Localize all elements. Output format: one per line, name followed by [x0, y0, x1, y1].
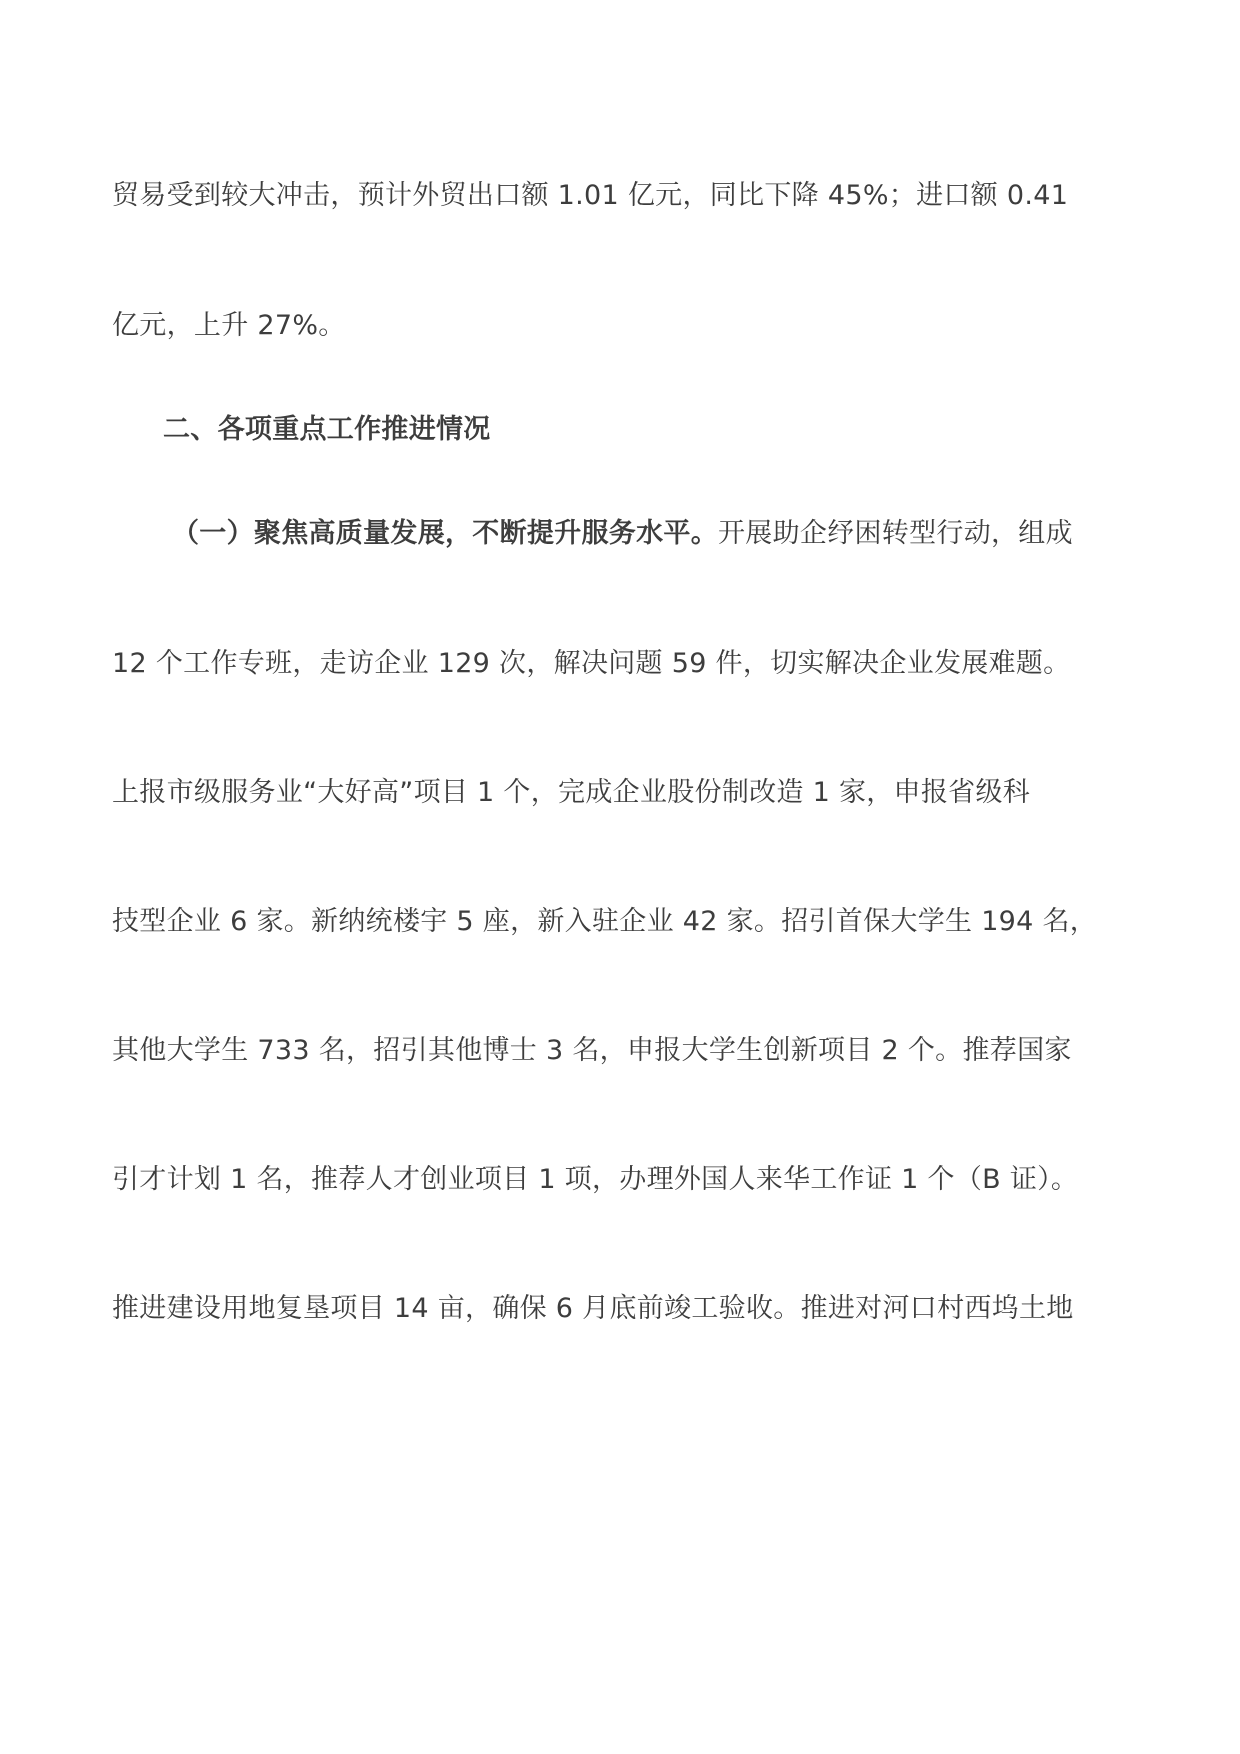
paragraph-line-8: 推进建设用地复垦项目 14 亩，确保 6 月底前竣工验收。推进对河口村西坞土地 [112, 1293, 1074, 1324]
subheading-text: 开展助企纾困转型行动，组成 [718, 518, 1073, 549]
paragraph-line-6: 其他大学生 733 名，招引其他博士 3 名，申报大学生创新项目 2 个。推荐国家 [112, 1035, 1072, 1066]
paragraph-line-4: 上报市级服务业“大好高”项目 1 个，完成企业股份制改造 1 家，申报省级科 [112, 777, 1031, 808]
subheading-title: （一）聚焦高质量发展，不断提升服务水平。 [172, 518, 718, 549]
paragraph-line-1: 贸易受到较大冲击，预计外贸出口额 1.01 亿元，同比下降 45%；进口额 0.41 [112, 180, 1069, 211]
paragraph-line-5: 技型企业 6 家。新纳统楼宇 5 座，新入驻企业 42 家。招引首保大学生 194 名， [112, 906, 1098, 937]
section-heading: 二、各项重点工作推进情况 [163, 414, 491, 445]
subheading-line [172, 516, 1073, 552]
paragraph-line-7: 引才计划 1 名，推荐人才创业项目 1 项，办理外国人来华工作证 1 个（B 证）。 [112, 1164, 1079, 1195]
paragraph-line-2: 亿元，上升 27%。 [112, 310, 346, 341]
paragraph-line-3: 12 个工作专班，走访企业 129 次，解决问题 59 件，切实解决企业发展难题。 [112, 648, 1071, 679]
